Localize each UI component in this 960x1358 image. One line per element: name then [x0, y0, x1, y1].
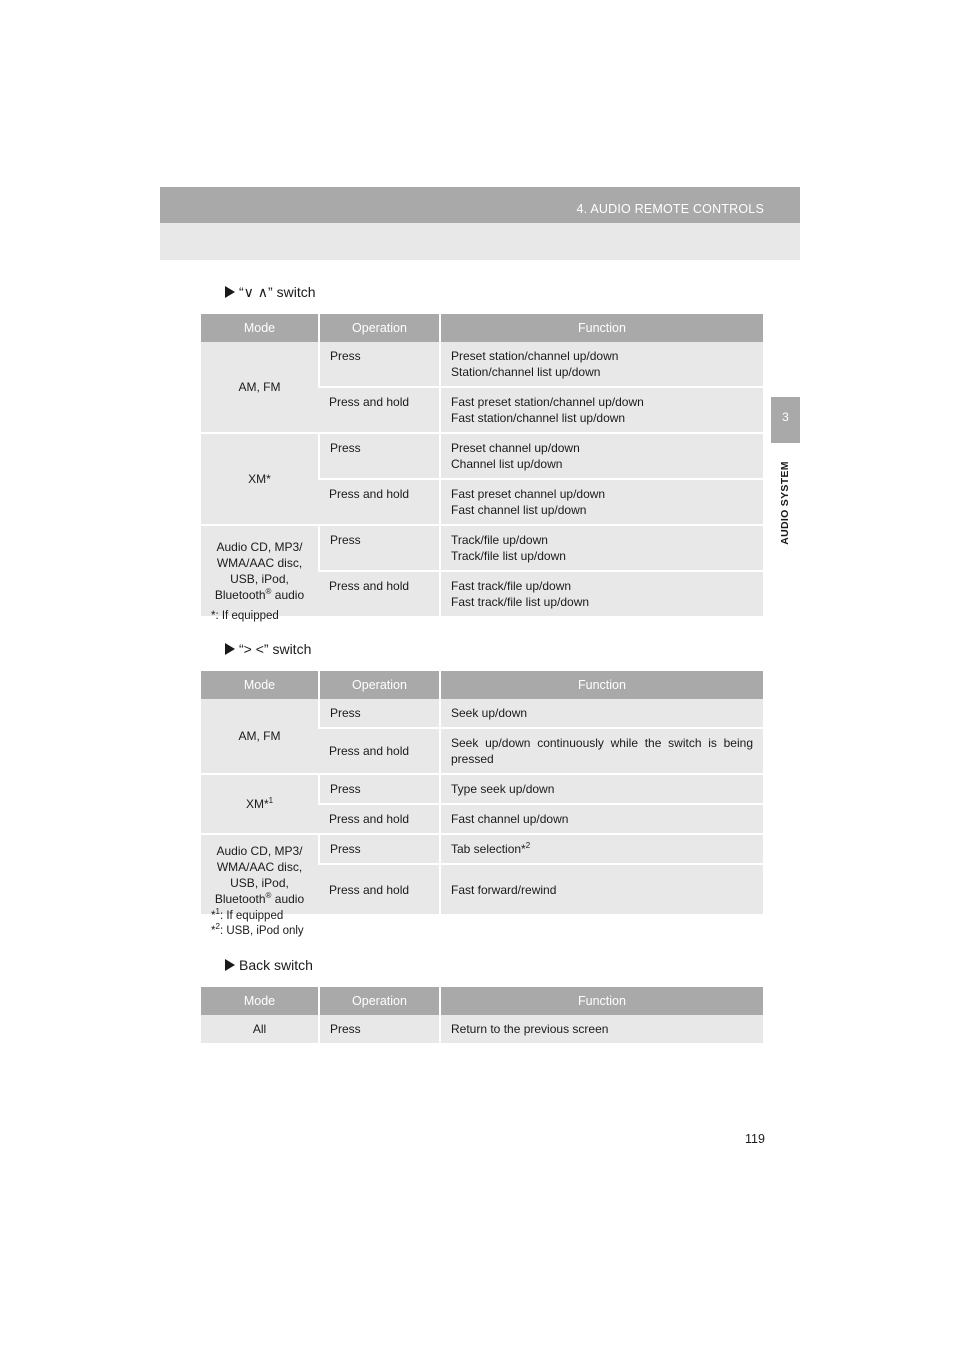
section-title-back	[225, 957, 313, 973]
function-line: Fast channel list up/down	[451, 503, 587, 517]
function-cell: Seek up/down continuously while the switch is being pressed	[440, 728, 763, 774]
footnote: *$^2$: USB, iPod only	[211, 922, 304, 937]
column-header-function: Function	[440, 314, 763, 342]
triangle-bullet-icon	[225, 286, 235, 298]
column-header-operation: Operation	[319, 987, 440, 1015]
column-header-function: Function	[440, 987, 763, 1015]
function-cell: Fast channel up/down	[440, 804, 763, 834]
mode-cell: XM*	[201, 433, 319, 525]
operation-cell: Press	[319, 1015, 440, 1044]
column-header-operation: Operation	[319, 314, 440, 342]
page-number: 119	[745, 1132, 765, 1146]
chapter-number: 3	[782, 410, 789, 424]
section-title-left-right	[225, 641, 311, 657]
column-header-mode: Mode	[201, 314, 319, 342]
operation-cell: Press	[319, 699, 440, 728]
function-line: Fast preset station/channel up/down	[451, 395, 644, 409]
section-title-text: “> <” switch	[239, 641, 312, 657]
operation-cell: Press	[319, 525, 440, 571]
table-header-row	[201, 987, 763, 1015]
function-cell	[440, 571, 763, 617]
function-cell	[440, 433, 763, 479]
function-line: Fast preset channel up/down	[451, 487, 606, 501]
function-cell	[440, 479, 763, 525]
mode-cell: AM, FM	[201, 342, 319, 433]
table-row	[201, 1015, 763, 1044]
function-line: Track/file list up/down	[451, 549, 566, 563]
function-line: Channel list up/down	[451, 457, 563, 471]
table-back-switch	[201, 987, 763, 1045]
operation-cell: Press and hold	[319, 864, 440, 915]
function-line: Station/channel list up/down	[451, 365, 601, 379]
operation-cell: Press	[319, 433, 440, 479]
mode-cell: AM, FM	[201, 699, 319, 774]
chapter-title: 4. AUDIO REMOTE CONTROLS	[576, 202, 764, 216]
table-row	[201, 525, 763, 571]
chapter-side-label-text: AUDIO SYSTEM	[779, 461, 791, 545]
column-header-function: Function	[440, 671, 763, 699]
operation-cell: Press and hold	[319, 804, 440, 834]
function-cell	[440, 387, 763, 433]
function-line: Fast station/channel list up/down	[451, 411, 626, 425]
footnote: *$^1$: If equipped	[211, 907, 284, 922]
operation-cell: Press and hold	[319, 571, 440, 617]
table-row	[201, 433, 763, 479]
function-line: Track/file up/down	[451, 533, 548, 547]
chapter-tab	[771, 397, 800, 443]
operation-cell: Press	[319, 774, 440, 804]
operation-cell: Press and hold	[319, 479, 440, 525]
mode-cell: Audio CD, MP3/ WMA/AAC disc, USB, iPod, Bluetooth® audio	[201, 834, 319, 915]
footnote: *: If equipped	[211, 610, 279, 622]
operation-cell: Press	[319, 342, 440, 387]
column-header-operation: Operation	[319, 671, 440, 699]
table-left-right-switch	[201, 671, 763, 916]
operation-cell: Press	[319, 834, 440, 864]
table-row	[201, 834, 763, 864]
table-row	[201, 699, 763, 728]
section-title-text: “∨ ∧” switch	[239, 284, 316, 300]
table-row	[201, 774, 763, 804]
chapter-side-label	[779, 453, 793, 553]
mode-cell: XM*$^1$	[201, 774, 319, 834]
section-title-up-down	[225, 284, 316, 301]
operation-cell: Press and hold	[319, 728, 440, 774]
function-line: Fast track/file up/down	[451, 579, 572, 593]
triangle-bullet-icon	[225, 959, 235, 971]
function-line: Fast track/file list up/down	[451, 595, 590, 609]
function-cell: Fast forward/rewind	[440, 864, 763, 915]
function-cell: Return to the previous screen	[440, 1015, 763, 1044]
function-line: Preset station/channel up/down	[451, 349, 619, 363]
table-row	[201, 342, 763, 387]
column-header-mode: Mode	[201, 671, 319, 699]
function-cell: Seek up/down	[440, 699, 763, 728]
function-line: Preset channel up/down	[451, 441, 580, 455]
section-title-text: Back switch	[239, 957, 313, 973]
mode-cell: Audio CD, MP3/ WMA/AAC disc, USB, iPod, Bluetooth® audio	[201, 525, 319, 617]
header-band	[160, 187, 800, 223]
table-up-down-switch	[201, 314, 763, 618]
footnote-list	[211, 909, 304, 939]
function-cell: Tab selection*$^2$	[440, 834, 763, 864]
header-subband	[160, 223, 800, 260]
operation-cell: Press and hold	[319, 387, 440, 433]
table-header-row	[201, 671, 763, 699]
function-cell: Type seek up/down	[440, 774, 763, 804]
function-cell	[440, 525, 763, 571]
table-header-row	[201, 314, 763, 342]
mode-cell: All	[201, 1015, 319, 1044]
column-header-mode: Mode	[201, 987, 319, 1015]
triangle-bullet-icon	[225, 643, 235, 655]
function-cell	[440, 342, 763, 387]
